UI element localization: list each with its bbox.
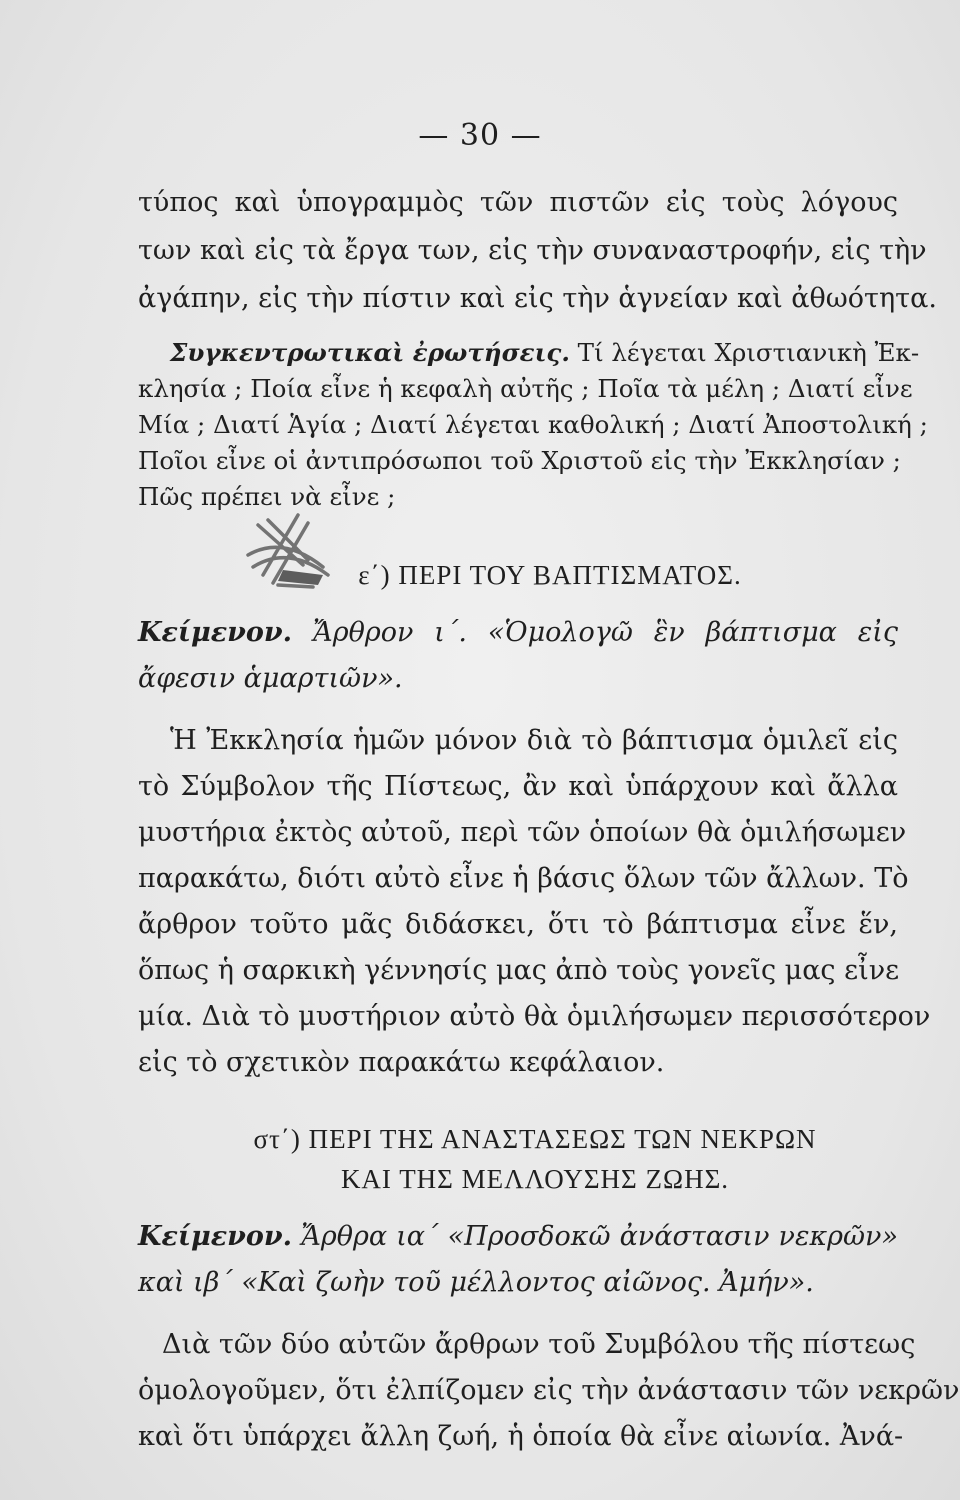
review-questions-first-line <box>170 338 920 368</box>
text-reference-line <box>138 1222 898 1252</box>
paragraph-line: ἀγάπην, εἰς τὴν πίστιν καὶ εἰς τὴν ἁγνείαν καὶ ἀθωότητα. <box>138 283 937 314</box>
text-reference: Ἄρθρα ια΄ «Προσδοκῶ ἀνάστασιν νεκρῶν» <box>301 1221 898 1252</box>
text-reference-line <box>138 618 898 648</box>
review-question-line: Ποῖοι εἶνε οἱ ἀντιπρόσωποι τοῦ Χριστοῦ εἰς τὴν Ἐκκλησίαν ; <box>138 446 901 475</box>
paragraph-line: εἰς τὸ σχετικὸν παρακάτω κεφάλαιον. <box>138 1047 665 1078</box>
text-reference: Ἄρθρον ι΄. «Ὁμολογῶ ἓν βάπτισμα εἰς <box>312 617 898 648</box>
paragraph-line: μυστήρια ἐκτὸς αὐτοῦ, περὶ τῶν ὁποίων θὰ ὁμιλήσωμεν <box>138 817 907 848</box>
page-number: — 30 — <box>418 118 542 153</box>
review-questions-text: Τί λέγεται Χριστιανικὴ Ἐκ- <box>577 338 920 367</box>
paragraph-line: των καὶ εἰς τὰ ἔργα των, εἰς τὴν συναναστροφήν, εἰς τὴν <box>138 235 927 266</box>
review-question-line: Πῶς πρέπει νὰ εἶνε ; <box>138 482 396 511</box>
paragraph-line: Ἡ Ἐκκλησία ἡμῶν μόνον διὰ τὸ βάπτισμα ὁμιλεῖ εἰς <box>170 725 898 756</box>
text-label: Κείμενον. <box>138 1221 292 1252</box>
section-heading-resurrection-line2: ΚΑΙ ΤΗΣ ΜΕΛΛΟΥΣΗΣ ΖΩΗΣ. <box>340 1164 730 1194</box>
review-question-line: Μία ; Διατί Ἁγία ; Διατί λέγεται καθολική ; Διατί Ἀποστολική ; <box>138 410 928 439</box>
paragraph-line: ὅπως ἡ σαρκικὴ γέννησίς μας ἀπὸ τοὺς γονεῖς μας εἶνε <box>138 955 900 986</box>
text-label: Κείμενον. <box>138 617 292 648</box>
paragraph-line: τὸ Σύμβολον τῆς Πίστεως, ἂν καὶ ὑπάρχουν καὶ ἄλλα <box>138 771 898 802</box>
section-heading-resurrection: στ΄) ΠΕΡΙ ΤΗΣ ΑΝΑΣΤΑΣΕΩΣ ΤΩΝ ΝΕΚΡΩΝ <box>253 1124 817 1154</box>
text-reference-line: ἄφεσιν ἁμαρτιῶν». <box>138 663 403 694</box>
paragraph-line: ὁμολογοῦμεν, ὅτι ἐλπίζομεν εἰς τὴν ἀνάστασιν τῶν νεκρῶν <box>138 1375 960 1406</box>
paragraph-line: παρακάτω, διότι αὐτὸ εἶνε ἡ βάσις ὅλων τῶν ἄλλων. Τὸ <box>138 863 909 894</box>
paragraph-line: ἄρθρον τοῦτο μᾶς διδάσκει, ὅτι τὸ βάπτισμα εἶνε ἕν, <box>138 909 898 940</box>
review-question-line: κλησία ; Ποία εἶνε ἡ κεφαλὴ αὐτῆς ; Ποῖα τὰ μέλη ; Διατί εἶνε <box>138 374 913 403</box>
section-heading-baptism: ε΄) ΠΕΡΙ ΤΟΥ ΒΑΠΤΙΣΜΑΤΟΣ. <box>358 560 742 590</box>
paragraph-line: τύπος καὶ ὑπογραμμὸς τῶν πιστῶν εἰς τοὺς λόγους <box>138 187 898 218</box>
paragraph-line: Διὰ τῶν δύο αὐτῶν ἄρθρων τοῦ Συμβόλου τῆς πίστεως <box>162 1329 916 1360</box>
review-questions-label: Συγκεντρωτικαὶ ἐρωτήσεις. <box>170 338 570 367</box>
text-reference-line: καὶ ιβ΄ «Καὶ ζωὴν τοῦ μέλλοντος αἰῶνος. Ἀμήν». <box>138 1267 814 1298</box>
paragraph-line: μία. Διὰ τὸ μυστήριον αὐτὸ θὰ ὁμιλήσωμεν περισσότερον <box>138 1001 931 1032</box>
paragraph-line: καὶ ὅτι ὑπάρχει ἄλλη ζωή, ἡ ὁποία θὰ εἶνε αἰωνία. Ἀνά- <box>138 1421 904 1452</box>
